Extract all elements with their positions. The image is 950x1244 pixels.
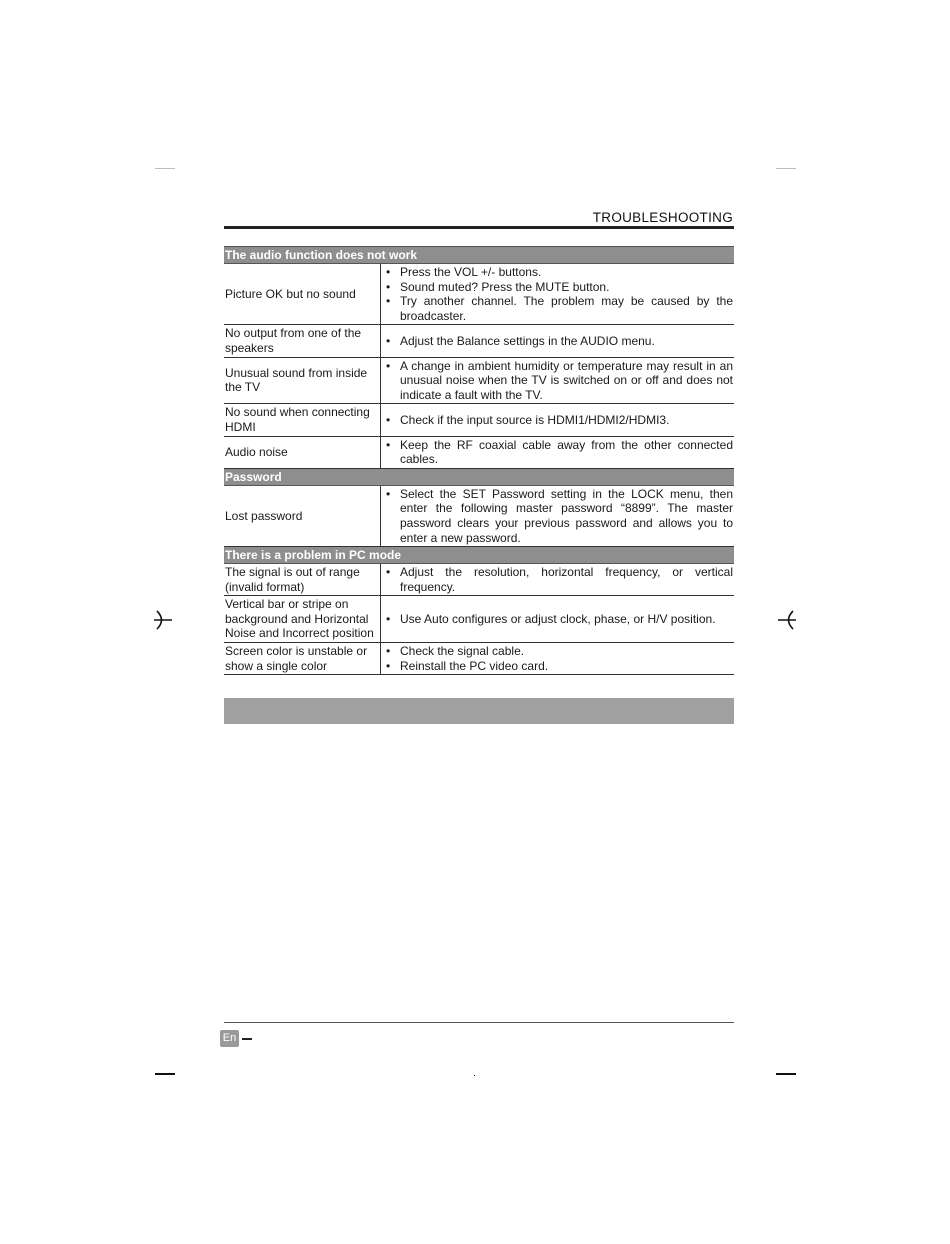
table-row <box>224 325 734 357</box>
solution-item: • Keep the RF coaxial cable away from the other connected cables. <box>386 438 733 467</box>
center-dot-mark <box>474 1075 475 1076</box>
problem-cell: Unusual sound from inside the TV <box>224 357 381 404</box>
trim-mark-top-left <box>155 168 175 169</box>
solution-list <box>386 334 733 349</box>
problem-cell: Picture OK but no sound <box>224 264 381 325</box>
footer-rule <box>224 1022 734 1023</box>
crop-mark-bottom-right <box>776 1073 796 1075</box>
table-row <box>224 596 734 643</box>
section-heading: The audio function does not work <box>224 247 734 264</box>
solution-list <box>386 438 733 467</box>
solution-item: • Sound muted? Press the MUTE button. <box>386 280 733 295</box>
solution-cell <box>381 404 735 436</box>
solution-list <box>386 265 733 323</box>
solution-item: • Select the SET Password setting in the LOCK menu, then enter the following master password “8899”. The master password clears your previous password and allows you to enter a new password. <box>386 487 733 545</box>
section-heading: Password <box>224 468 734 485</box>
table-row <box>224 264 734 325</box>
solution-item: • Use Auto configures or adjust clock, phase, or H/V position. <box>386 612 733 627</box>
language-badge: En <box>220 1030 239 1047</box>
registration-mark-right <box>776 609 798 631</box>
solution-list <box>386 612 733 627</box>
table-row <box>224 404 734 436</box>
section-header-row <box>224 247 734 264</box>
solution-item: • Adjust the Balance settings in the AUDIO menu. <box>386 334 733 349</box>
table-row <box>224 436 734 468</box>
solution-list <box>386 359 733 403</box>
table-row <box>224 485 734 546</box>
solution-list <box>386 565 733 594</box>
solution-cell <box>381 564 735 596</box>
empty-grey-band <box>224 698 734 724</box>
solution-list <box>386 487 733 545</box>
table-row <box>224 643 734 675</box>
solution-item: • Try another channel. The problem may be caused by the broadcaster. <box>386 294 733 323</box>
header-rule <box>224 226 734 229</box>
solution-item: • Check if the input source is HDMI1/HDMI2/HDMI3. <box>386 413 733 428</box>
problem-cell: No output from one of the speakers <box>224 325 381 357</box>
solution-list <box>386 413 733 428</box>
solution-cell <box>381 643 735 675</box>
solution-cell <box>381 485 735 546</box>
section-header-row <box>224 547 734 564</box>
solution-cell <box>381 264 735 325</box>
table-row <box>224 564 734 596</box>
solution-item: • Check the signal cable. <box>386 644 733 659</box>
solution-item: • Press the VOL +/- buttons. <box>386 265 733 280</box>
problem-cell: Audio noise <box>224 436 381 468</box>
solution-cell <box>381 325 735 357</box>
solution-item: • Reinstall the PC video card. <box>386 659 733 674</box>
crop-mark-bottom-left <box>155 1073 175 1075</box>
solution-item: • Adjust the resolution, horizontal frequency, or vertical frequency. <box>386 565 733 594</box>
problem-cell: Screen color is unstable or show a single color <box>224 643 381 675</box>
section-header-row <box>224 468 734 485</box>
troubleshooting-table <box>224 246 734 675</box>
registration-mark-left <box>152 609 174 631</box>
solution-cell <box>381 436 735 468</box>
solution-list <box>386 644 733 673</box>
table-row <box>224 357 734 404</box>
problem-cell: Vertical bar or stripe on background and Horizontal Noise and Incorrect position <box>224 596 381 643</box>
solution-item: • A change in ambient humidity or temperature may result in an unusual noise when the TV is switched on or off and does not indicate a fault with the TV. <box>386 359 733 403</box>
solution-cell <box>381 357 735 404</box>
solution-cell <box>381 596 735 643</box>
page-header-title: TROUBLESHOOTING <box>592 210 733 225</box>
problem-cell: No sound when connecting HDMI <box>224 404 381 436</box>
problem-cell: The signal is out of range (invalid format) <box>224 564 381 596</box>
trim-mark-top-right <box>776 168 796 169</box>
page-number-dash <box>242 1038 252 1040</box>
section-heading: There is a problem in PC mode <box>224 547 734 564</box>
problem-cell: Lost password <box>224 485 381 546</box>
